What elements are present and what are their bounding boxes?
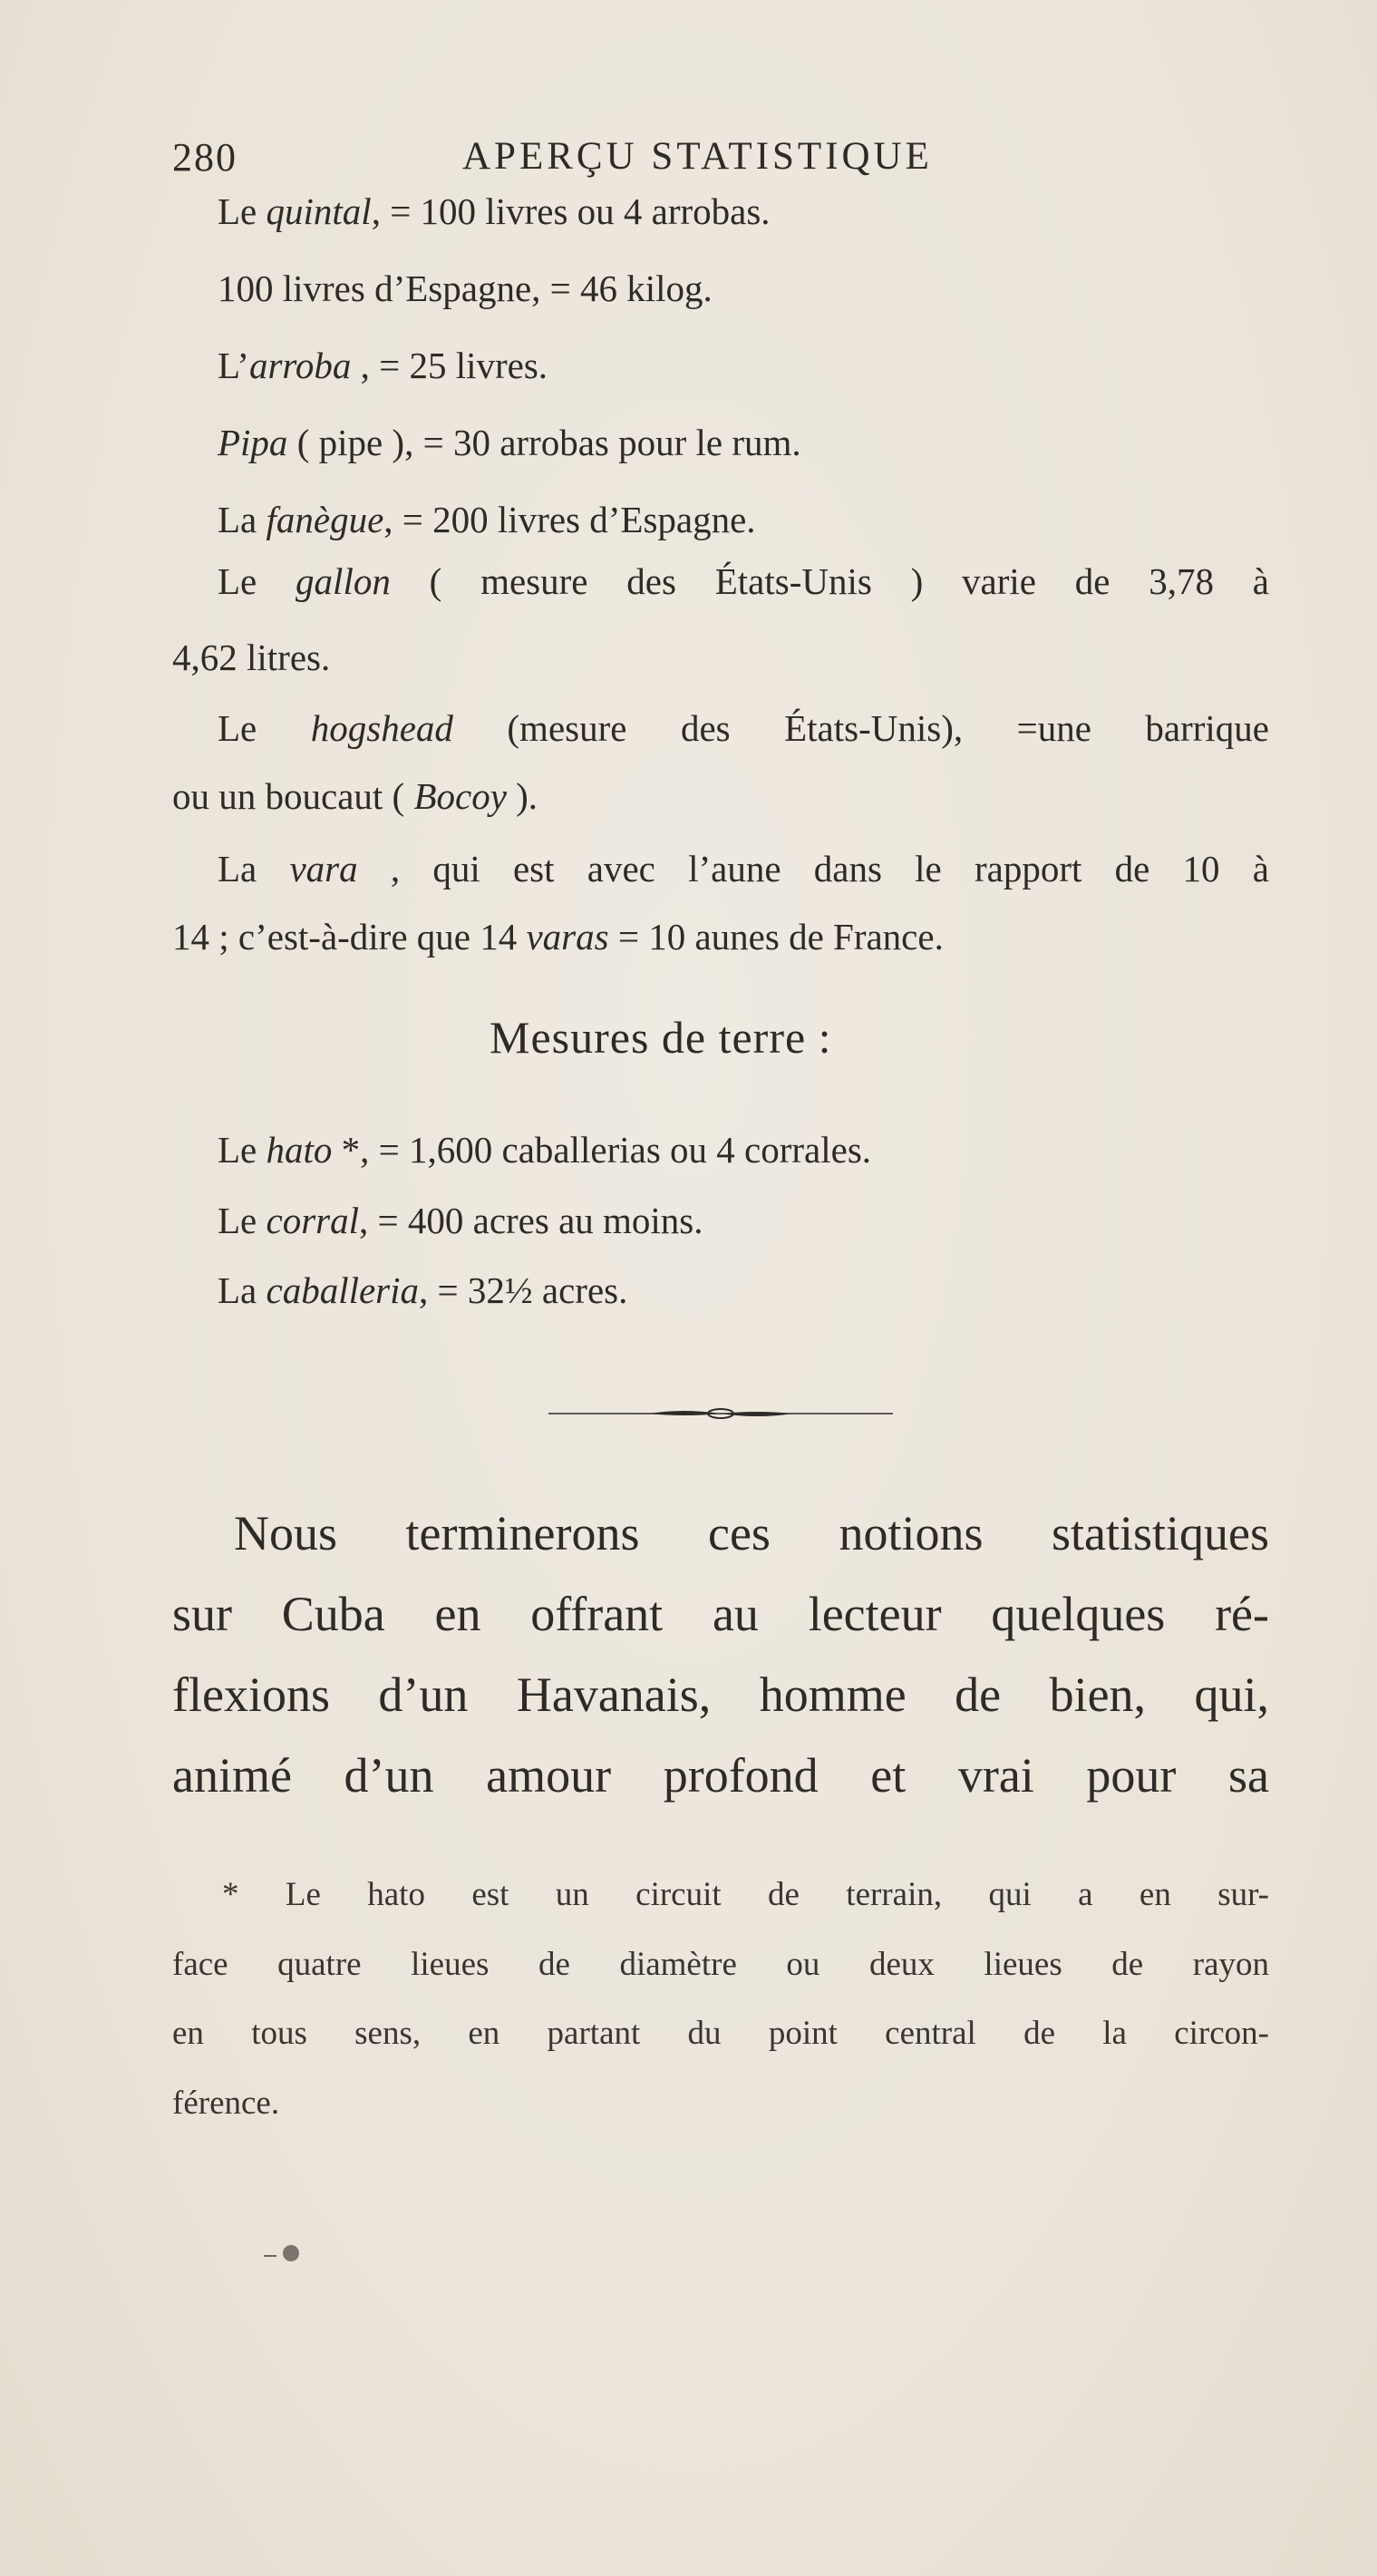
land-measure-line: La caballeria, = 32½ acres.: [218, 1269, 628, 1311]
measure-line: Le quintal, = 100 livres ou 4 arrobas.: [218, 190, 771, 232]
footnote-line: face quatre lieues de diamètre ou deux lieues de rayon: [172, 1946, 1269, 1983]
paragraph-line: flexions d’un Havanais, homme de bien, qui,: [172, 1667, 1269, 1722]
measure-line: ou un boucaut ( Bocoy ).: [172, 775, 538, 817]
measure-line: Pipa ( pipe ), = 30 arrobas pour le rum.: [218, 422, 801, 463]
page-number: 280: [172, 135, 238, 180]
measure-line: 14 ; c’est-à-dire que 14 varas = 10 aunes de France.: [172, 916, 944, 957]
footnote-line: férence.: [172, 2085, 280, 2122]
ornamental-rule: [548, 1407, 893, 1420]
measure-line: La fanègue, = 200 livres d’Espagne.: [218, 499, 756, 540]
land-measure-line: Le corral, = 400 acres au moins.: [218, 1200, 703, 1241]
page-header: [172, 134, 1260, 185]
measure-line: Le gallon ( mesure des États-Unis ) varie de 3,78 à: [218, 560, 1269, 602]
measure-line: L’arroba , = 25 livres.: [218, 345, 548, 386]
running-title: APERÇU STATISTIQUE: [462, 135, 933, 178]
ink-blot-icon: [257, 2240, 311, 2267]
land-measure-line: Le hato *, = 1,600 caballerias ou 4 corrales.: [218, 1129, 872, 1171]
measure-line: La vara , qui est avec l’aune dans le rapport de 10 à: [218, 848, 1269, 889]
footnote-line: en tous sens, en partant du point central de la circon-: [172, 2015, 1269, 2052]
measure-line: Le hogshead (mesure des États-Unis), =une barrique: [218, 707, 1269, 749]
paragraph-line: Nous terminerons ces notions statistiques: [234, 1506, 1269, 1560]
footnote-line: * Le hato est un circuit de terrain, qui a en sur-: [222, 1876, 1269, 1913]
section-heading: Mesures de terre :: [490, 1012, 832, 1063]
measure-line: 4,62 litres.: [172, 637, 331, 678]
paragraph-line: animé d’un amour profond et vrai pour sa: [172, 1748, 1269, 1803]
measure-line: 100 livres d’Espagne, = 46 kilog.: [218, 267, 713, 309]
paragraph-line: sur Cuba en offrant au lecteur quelques ré-: [172, 1587, 1269, 1641]
